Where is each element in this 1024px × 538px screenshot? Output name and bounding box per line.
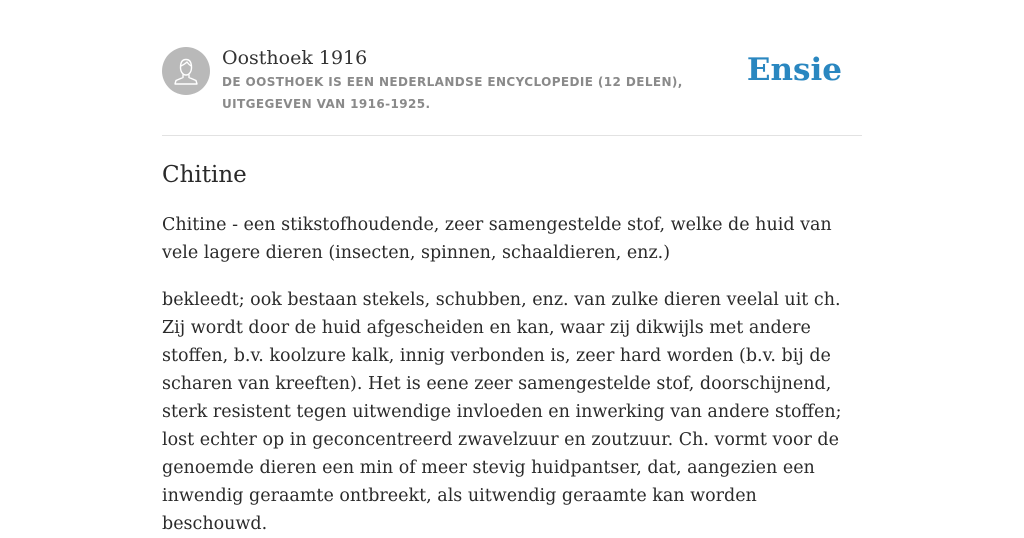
article-paragraph: bekleedt; ook bestaan stekels, schubben, enz. van zulke dieren veelal uit ch. Zij wordt door de huid afgescheiden en kan, waar zij dikwijls met andere stoffen, b.v. koolzure kalk, innig verbonden is, zeer hard worden (b.v. bij de scharen van kreeften). Het is eene zeer samengestelde stof, doorschijnend, sterk resistent tegen uitwendige invloeden en inwerking van andere stoffen; lost echter op in geconcentreerd zwavelzuur en zoutzuur. Ch. vormt voor de genoemde dieren een min of meer stevig huidpantser, dat, aangezien een inwendig geraamte ontbreekt, als uitwendig geraamte kan worden beschouwd. bbox=[162, 290, 842, 534]
ensie-logo[interactable]: Ensie bbox=[746, 52, 842, 88]
user-icon bbox=[162, 47, 210, 95]
source-description: DE OOSTHOEK IS EEN NEDERLANDSE ENCYCLOPEDIE (12 DELEN), UITGEGEVEN VAN 1916-1925. bbox=[222, 75, 683, 111]
source-header bbox=[162, 46, 862, 136]
article-title: Chitine bbox=[162, 162, 247, 188]
avatar[interactable] bbox=[162, 47, 210, 95]
article-paragraph: Chitine - een stikstofhoudende, zeer samengestelde stof, welke de huid van vele lagere dieren (insecten, spinnen, schaaldieren, enz.) bbox=[162, 215, 832, 263]
page-container bbox=[162, 46, 862, 538]
source-title[interactable]: Oosthoek 1916 bbox=[222, 47, 368, 69]
